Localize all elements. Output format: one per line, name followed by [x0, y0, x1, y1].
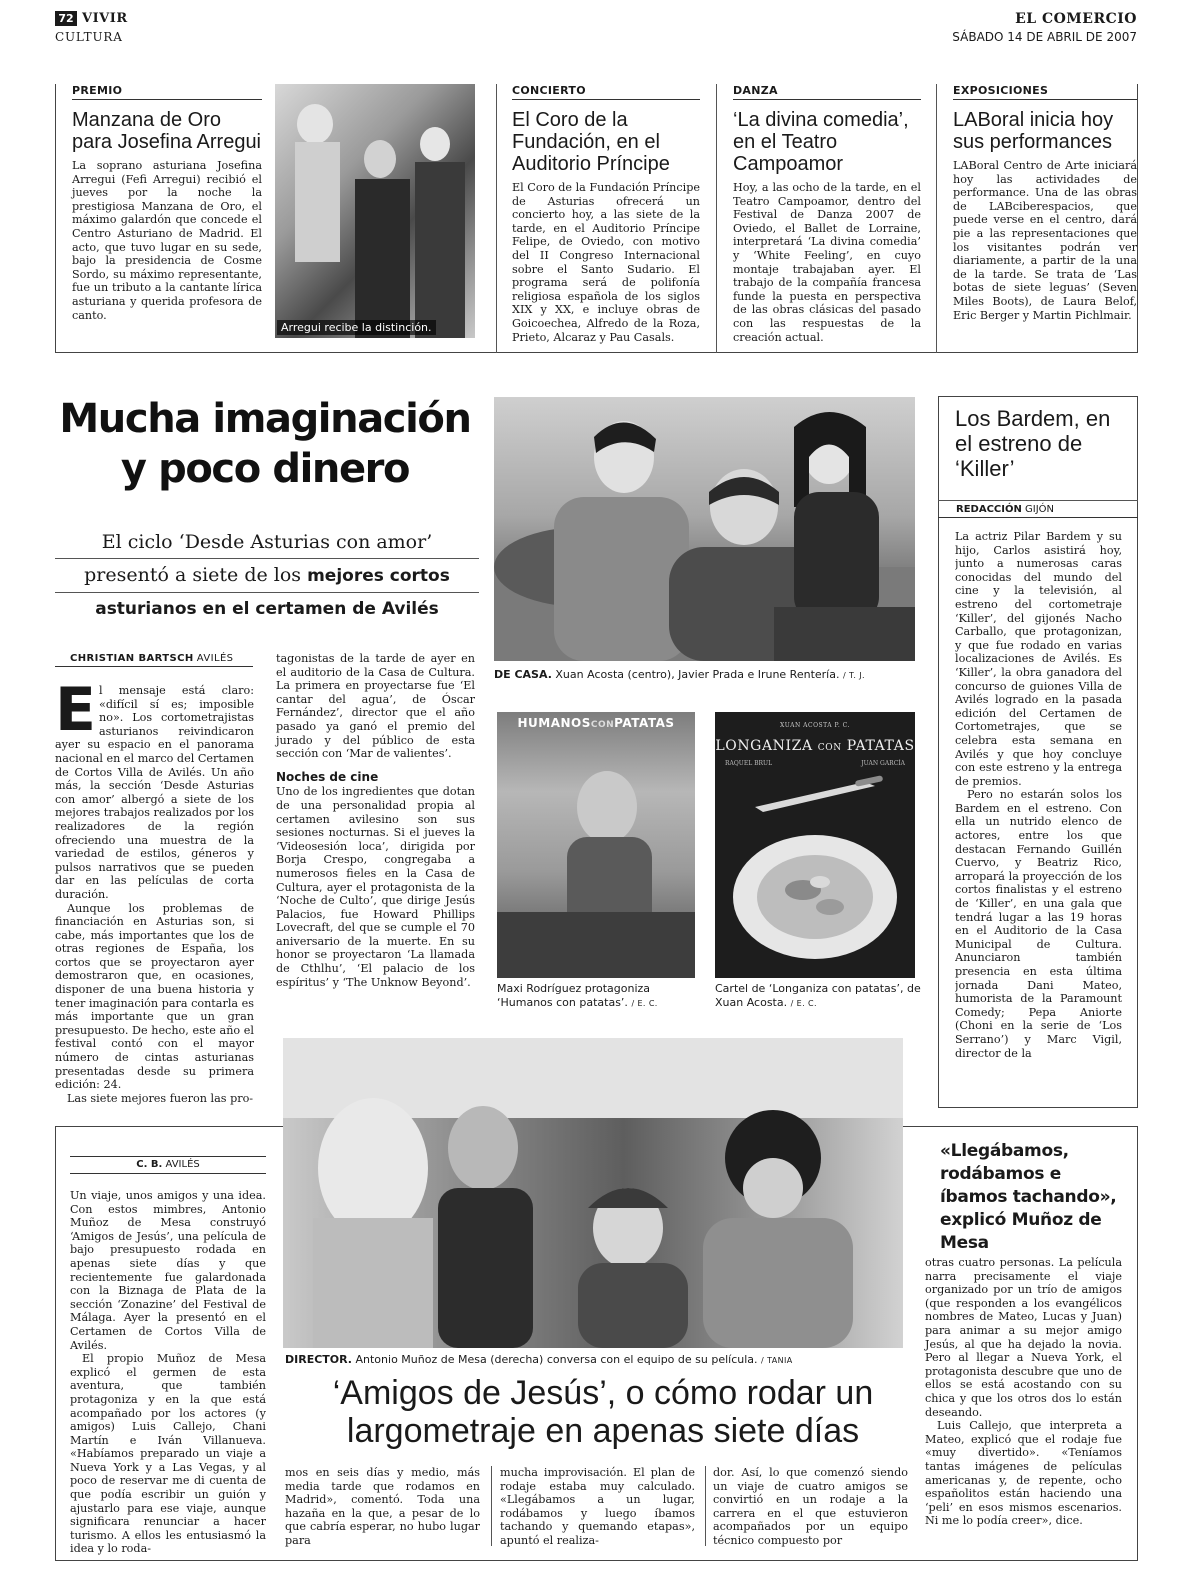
poster1-scene [497, 712, 695, 978]
bottom-caption-credit: / TANIA [761, 1356, 793, 1365]
poster2-title-b: CON [817, 743, 842, 753]
poster2-name-left: RAQUEL BRUL [725, 760, 773, 767]
photo-arregui-scene [275, 84, 475, 338]
bottom-col1-p2: El propio Muñoz de Mesa explicó el germen de esta aventura, que también protagoniza y en la que está acompañado por los actores (y amigos) Luis Callejo, Chani Martín e Iván Villanueva. «Habíamos preparado un viaje a Nueva York y a Las Vegas, y al poco de reservar me di cuenta de que podía escribir un guión y ajustarlo para ese viaje, aunque significara renunciar a hacer turismo. A ellos les entusiasmó la idea y lo roda- [70, 1352, 266, 1556]
drop-cap: E [55, 675, 96, 745]
poster2-title-c: PATATAS [846, 738, 915, 754]
issue-date: SÁBADO 14 DE ABRIL DE 2007 [952, 30, 1137, 44]
photo-arregui [275, 84, 475, 338]
deck-line3: asturianos en el certamen de Avilés [95, 599, 439, 619]
newspaper-name: EL COMERCIO [1015, 11, 1137, 27]
poster-humanos-con-patatas [497, 712, 695, 978]
poster1-caption-text: Maxi Rodríguez protagoniza ‘Humanos con patatas’. [497, 982, 651, 1009]
bottom-headline [283, 1374, 923, 1450]
bottom-byline-place: AVILÉS [165, 1159, 200, 1170]
main-col2-p1: tagonistas de la tarde de ayer en el auditorio de la Casa de Cultura. La primera en proyectarse fue ‘El cantar del agua’, de Óscar Fernández’, director que el año pasado ya ganó el premio del jurado y del público de esta sección con ‘Mar de valientes’. [276, 652, 475, 761]
main-col1-p3: Las siete mejores fueron las pro- [67, 1091, 254, 1105]
main-col2-p2: Uno de los ingredientes que dotan de una personalidad propia al certamen avilesino son sus sesiones nocturnas. Si el jueves la ‘Videosesión loca’, dirigida por Borja Crespo, congregaba a numerosos fieles en la Casa de Cultura, ayer el protagonista de la ‘Noche de Culto’, que dirige Jesús Palacios, fue Howard Phillips Lovecraft, del que se cumple el 70 aniversario de la muerte. En su honor se proyectaron ‘La llamada de Cthlhu’, ‘El palacio de los espíritus’ y ‘The Unknow Beyond’. [276, 785, 475, 989]
photo-caption-arregui: Arregui recibe la distinción. [277, 320, 436, 335]
brief-headline: El Coro de la Fundación, en el Auditorio Príncipe [512, 109, 670, 175]
caption-text: Xuan Acosta (centro), Javier Prada e Irune Rentería. [555, 668, 840, 681]
main-headline [40, 394, 490, 494]
deck-line2 [55, 559, 479, 593]
main-col2 [276, 652, 475, 989]
poster2-plate-illustration [715, 712, 915, 978]
brief-body: El Coro de la Fundación Príncipe de Asturias ofrecerá un concierto hoy, a las siete de la tarde, en el Auditorio Príncipe Felipe, de Oviedo, con motivo del II Congreso Internacional sobre el Santo Sudario. El programa será de polifonía religiosa española de los siglos XIX y XX, e incluye obras de Goicoechea, Alfredo de la Roza, Prieto, Alcaraz y Pau Casals. [512, 181, 701, 344]
bottom-col3: mucha improvisación. El plan de rodaje estaba muy calculado. «Llegábamos a un lugar, rodábamos y luego íbamos tachando y quemando etapas», apuntó el realiza- [500, 1466, 695, 1547]
poster1-title-c: PATATAS [614, 716, 675, 730]
deck-line2-bold: mejores cortos [307, 566, 450, 586]
sidebar-body [955, 530, 1122, 1100]
bottom-col1-p1: Un viaje, unos amigos y una idea. Con estos mimbres, Antonio Muñoz de Mesa construyó ‘Amigos de Jesús’, una película de bajo presupuesto rodada en apenas siete días y que recientemente fue galardonada con la Biznaga de Plata de la sección ‘Zonazine’ del Festival de Málaga. Ayer la presentó en el Certamen de Cortos Villa de Avilés. [70, 1189, 266, 1352]
deck-line1: El ciclo ‘Desde Asturias con amor’ [55, 526, 479, 559]
caption-label: DE CASA. [494, 668, 552, 681]
main-deck [55, 526, 479, 625]
bottom-caption-text: Antonio Muñoz de Mesa (derecha) conversa con el equipo de su película. [355, 1353, 758, 1366]
main-photo-scene [494, 397, 915, 661]
poster2-caption-text: Cartel de ‘Longaniza con patatas’, de Xuan Acosta. [715, 982, 921, 1009]
poster-longaniza-con-patatas [715, 712, 915, 978]
brief-concierto [512, 84, 700, 344]
bottom-headline-line2: largometraje en apenas siete días [346, 1412, 860, 1450]
bottom-photo-caption [285, 1353, 915, 1368]
brief-body: Hoy, a las ocho de la tarde, en el Teatro Campoamor, dentro del Festival de Danza 2007 de Oviedo, el Ballet de Lorraine, interpretará ‘La divina comedia’ y ‘White Feeling’, en cuyo montaje trabajaban ayer. El trabajo de la compañía francesa funde la puesta en perspectiva de las obras clásicas del pasado con las respuestas de la creación actual. [733, 181, 921, 344]
bottom-caption-label: DIRECTOR. [285, 1353, 352, 1366]
brief-headline: ‘La divina comedia’, en el Teatro Campoamor [733, 109, 909, 175]
sidebar-byline [938, 500, 1138, 518]
subhead: Noches de cine [276, 769, 379, 784]
main-col1-p1: l mensaje está claro: «difícil sí es; imposible no». Los cortometrajistas asturianos reivindicaron ayer su espacio en el panorama nacional en el marco del Certamen de Cortos Villa de Avilés. Un año más, la sección ‘Desde Asturias con amor’ albergó a siete de los mejores trabajos realizados por los realizadores de la región ofreciendo una muestra de la variedad de estilos, géneros y pulsos narrativos que se pueden dar en las películas de corta duración. [55, 684, 254, 901]
brief-divider [496, 84, 497, 353]
poster2-name-right: JUAN GARCÍA [861, 760, 905, 767]
poster2-top: XUAN ACOSTA P. C. [780, 722, 850, 729]
bottom-col5-p1: otras cuatro personas. La película narra precisamente el viaje organizado por un trío de amigos (que responden a los evangélicos nombres de Mateo, Lucas y Juan) para animar a su mejor amigo Jesús, al que ha dejado la novia. Pero al llegar a Nueva York, el protagonista descubre que uno de ellos se está acostando con su chica y que los otros dos lo están deseando. [925, 1256, 1122, 1419]
main-byline [55, 652, 253, 667]
main-headline-line1: Mucha imaginación [59, 396, 471, 442]
caption-credit: / T. J. [842, 671, 865, 680]
brief-tag: EXPOSICIONES [953, 84, 1137, 100]
poster1-title-b: CON [590, 720, 615, 730]
deck-line2-text: presentó a siete de los [84, 564, 308, 586]
bottom-headline-line1: ‘Amigos de Jesús’, o cómo rodar un [332, 1374, 874, 1412]
poster1-caption [497, 982, 707, 1011]
main-col1-p2: Aunque los problemas de financiación en Asturias son, si cabe, más importantes que los de otras regiones de España, los cortos que se proyectaron ayer demostraron que, en ocasiones, disponer de una buena historia y tener imaginación para contarla es más importante que un gran presupuesto. De hecho, este año el festival contó con el mayor número de cintas asturianas presentadas desde su primera edición: 24. [55, 901, 254, 1092]
bottom-divider [705, 1466, 706, 1546]
subsection-name: CULTURA [55, 30, 123, 44]
byline-place: AVILÉS [196, 653, 234, 664]
sidebar-byline-name: REDACCIÓN [956, 504, 1022, 515]
brief-danza [733, 84, 921, 344]
brief-body: La soprano asturiana Josefina Arregui (Fefi Arregui) recibió el jueves por la noche la prestigiosa Manzana de Oro, el máximo galardón que concede el Centro Asturiano de Madrid. El acto, que tuvo lugar en su sede, bajo la presidencia de Cosme Sordo, su máximo representante, fue un tributo a la cantante lírica asturiana y querida profesora de canto. [72, 159, 262, 322]
brief-tag: DANZA [733, 84, 921, 100]
bottom-col2: mos en seis días y medio, más media tarde que rodamos en Madrid», comentó. Toda una hazaña en la que, a pesar de lo que cabría esperar, no hubo lugar para [285, 1466, 480, 1547]
sidebar-p1: La actriz Pilar Bardem y su hijo, Carlos asistirá hoy, junto a numerosas caras conocidas del mundo del cine y la televisión, al estreno del cortometraje ‘Killer’, del gijonés Nacho Carballo, que protagonizan, y que fue rodado en varias localizaciones de Avilés. Es ‘Killer’, la obra ganadora del concurso de guiones Villa de Avilés logrado en la pasada edición del Certamen de Cortometrajes, que se celebra esta semana en Avilés y que hoy concluye con este estreno y la entrega de premios. [955, 530, 1122, 788]
byline-name: CHRISTIAN BARTSCH [70, 653, 194, 664]
bottom-photo-scene [283, 1038, 903, 1348]
poster2-title-a: LONGANIZA [715, 738, 813, 754]
bottom-byline [70, 1156, 266, 1174]
section-name: VIVIR [82, 11, 128, 26]
bottom-col1 [70, 1189, 266, 1556]
bottom-col5 [925, 1256, 1122, 1528]
sidebar-headline: Los Bardem, en el estreno de ‘Killer’ [955, 406, 1111, 481]
brief-premio [72, 84, 262, 322]
main-photo-caption [494, 668, 924, 683]
poster1-title-a: HUMANOS [517, 716, 591, 730]
bottom-byline-name: C. B. [136, 1159, 163, 1170]
bottom-col4: dor. Así, lo que comenzó siendo un viaje de cuatro amigos se convirtió en un rodaje a la carrera en el que estuvieron acompañados por un equipo técnico compuesto por [713, 1466, 908, 1547]
page-number: 72 [55, 11, 77, 26]
brief-headline: Manzana de Oro para Josefina Arregui [72, 109, 262, 153]
brief-tag: PREMIO [72, 84, 262, 100]
bottom-col5-p2: Luis Callejo, que interpreta a Mateo, explicó que el rodaje fue «muy divertido». «Teníamos tantas imágenes de películas americanas y, de repente, ocho españolitos están haciendo una ‘peli’ en esos mismos escenarios. Ni me lo podía creer», dice. [925, 1419, 1122, 1528]
brief-body: LABoral Centro de Arte iniciará hoy las actividades de performance. Una de las obras de LABciberespacios, que puede verse en el centro, dará pie a las representaciones que los visitantes podrán ver diariamente, a partir de la una de la tarde. Se trata de ‘Las botas de siete leguas’ (Seven Miles Boots), de Laura Belof, Eric Berger y Martin Pichlmair. [953, 159, 1137, 322]
main-col1 [55, 675, 254, 1105]
brief-exposiciones [953, 84, 1137, 322]
sidebar-p2: Pero no estarán solos los Bardem en el estreno. Con ella un nutrido elenco de actores, entre los que destacan Fernando Guillén Cuervo, y Beatriz Rico, arropará la proyección de los cortos finalistas y el estreno de ‘Killer’, en una gala que tendrá lugar a las 19 horas en el Auditorio de la Casa Municipal de Cultura. Anunciaron también presencia en esta última jornada Dani Mateo, humorista de la Paramount Comedy; Pepa Aniorte (Choni en la serie de ‘Los Serrano’) y Marc Vigil, director de la [955, 788, 1122, 1060]
bottom-divider [491, 1466, 492, 1546]
page-header [55, 10, 1137, 46]
pull-quote: «Llegábamos, rodábamos e íbamos tachando», explicó Muñoz de Mesa [940, 1141, 1117, 1253]
poster2-caption [715, 982, 925, 1011]
sidebar-byline-place: GIJÓN [1025, 504, 1055, 515]
poster1-credit: / E. C. [631, 999, 658, 1008]
brief-headline: LABoral inicia hoy sus performances [953, 109, 1114, 153]
bottom-photo [283, 1038, 903, 1348]
brief-divider [936, 84, 937, 353]
main-photo [494, 397, 915, 661]
poster2-credit: / E. C. [790, 999, 817, 1008]
main-headline-line2: y poco dinero [120, 446, 410, 492]
brief-tag: CONCIERTO [512, 84, 700, 100]
brief-divider [716, 84, 717, 353]
